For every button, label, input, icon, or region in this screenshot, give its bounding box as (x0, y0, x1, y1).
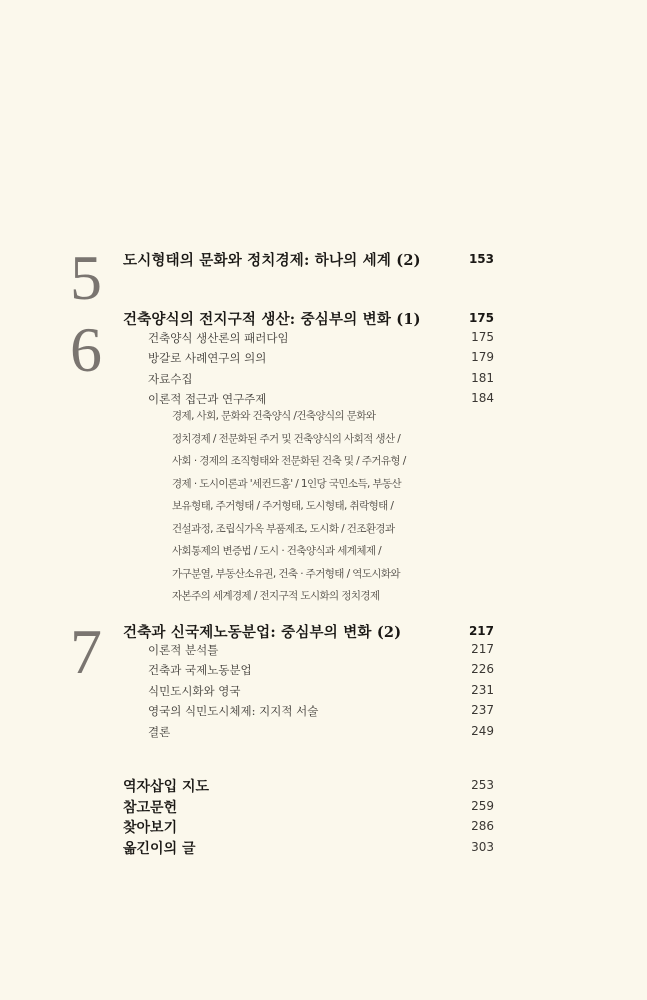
section-label: 자료수집 (148, 371, 193, 386)
topic-line: 정치경제 / 전문화된 주거 및 건축양식의 사회적 생산 / (172, 432, 401, 445)
chapter-page-number: 217 (468, 624, 494, 638)
section-label: 영국의 식민도시체제: 지지적 서술 (148, 704, 319, 719)
section-page-number: 249 (471, 723, 494, 738)
chapter-page-number: 153 (468, 252, 494, 266)
chapter-number: 6 (70, 314, 102, 385)
back-matter-item (123, 838, 494, 859)
section-item (148, 724, 494, 744)
section-page-number: 175 (471, 330, 494, 344)
section-page-number: 179 (471, 350, 494, 365)
chapter-page-number: 175 (468, 311, 494, 325)
back-matter-label: 역자삽입 지도 (123, 779, 210, 795)
back-matter-item (123, 817, 494, 838)
back-matter-page-number: 259 (471, 798, 494, 813)
section-label: 식민도시화와 영국 (148, 683, 241, 698)
section-item (148, 350, 494, 370)
section-label: 이론적 접근과 연구주제 (148, 392, 267, 407)
section-list (148, 330, 494, 412)
back-matter-page-number: 253 (471, 778, 494, 792)
topic-line: 경제 · 도시이론과 '세컨드홈' / 1인당 국민소득, 부동산 (172, 477, 402, 490)
chapter-title: 건축양식의 전지구적 생산: 중심부의 변화 (1) (123, 311, 421, 328)
section-label: 방갈로 사례연구의 의의 (148, 351, 267, 366)
topic-line: 건설과정, 조립식가옥 부품제조, 도시화 / 건조환경과 (172, 522, 395, 535)
section-item (148, 330, 494, 350)
section-item (148, 371, 494, 391)
topic-list (172, 405, 472, 608)
chapter-number: 7 (70, 616, 102, 687)
section-page-number: 181 (471, 370, 494, 385)
back-matter-label: 찾아보기 (123, 820, 178, 836)
topic-line: 보유형태, 주거형태 / 주거형태, 도시형태, 취락형태 / (172, 500, 394, 512)
back-matter-item (123, 797, 494, 818)
section-page-number: 237 (471, 703, 494, 718)
section-label: 건축양식 생산론의 패러다임 (148, 331, 289, 345)
section-page-number: 217 (471, 642, 494, 656)
section-item (148, 703, 494, 723)
back-matter-label: 옮긴이의 글 (123, 840, 196, 857)
topic-line: 가구분열, 부동산소유권, 건축 · 주거형태 / 역도시화와 (172, 567, 400, 580)
section-label: 결론 (148, 724, 171, 739)
section-item (148, 683, 494, 703)
topic-line: 경제, 사회, 문화와 건축양식 /건축양식의 문화와 (172, 410, 376, 422)
section-label: 이론적 분석틀 (148, 643, 219, 657)
section-page-number: 184 (471, 391, 494, 406)
section-page-number: 231 (471, 682, 494, 697)
section-item (148, 662, 494, 682)
topic-line: 사회 · 경제의 조직형태와 전문화된 건축 및 / 주거유형 / (172, 455, 406, 467)
back-matter-page-number: 303 (471, 839, 494, 854)
back-matter-item (123, 776, 494, 797)
section-item (148, 642, 494, 662)
back-matter-list (123, 776, 494, 858)
back-matter-label: 참고문헌 (123, 799, 178, 816)
section-list (148, 642, 494, 744)
back-matter-page-number: 286 (471, 819, 494, 833)
section-label: 건축과 국제노동분업 (148, 663, 252, 678)
topic-line: 자본주의 세계경제 / 전지구적 도시화의 정치경제 (172, 590, 380, 602)
section-page-number: 226 (471, 662, 494, 677)
chapter-number: 5 (70, 242, 102, 313)
chapter-title: 도시형태의 문화와 정치경제: 하나의 세계 (2) (123, 252, 421, 269)
topic-line: 사회통제의 변증법 / 도시 · 건축양식과 세계체제 / (172, 545, 382, 557)
chapter-title: 건축과 신국제노동분업: 중심부의 변화 (2) (123, 624, 402, 641)
